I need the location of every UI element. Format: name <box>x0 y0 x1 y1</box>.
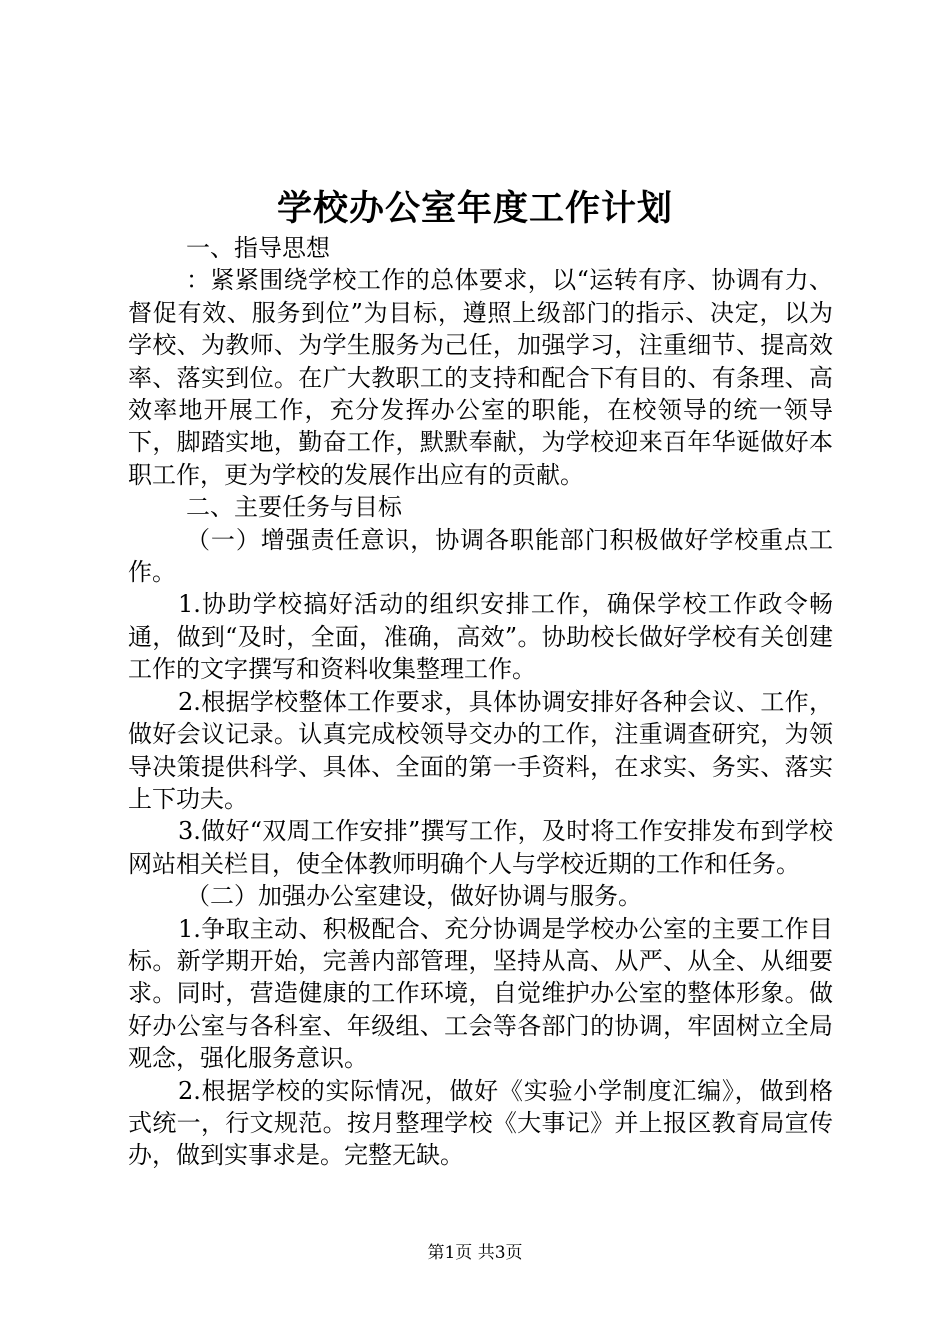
paragraph-item-1-3: 3.做好“双周工作安排”撰写工作，及时将工作安排发布到学校网站相关栏目，使全体教师明确个人与学校近期的工作和任务。 <box>128 817 833 878</box>
document-body <box>128 232 833 1172</box>
paragraph-item-1-1: 1.协助学校搞好活动的组织安排工作，确保学校工作政令畅通，做到“及时，全面，准确，高效”。协助校长做好学校有关创建工作的文字撰写和资料收集整理工作。 <box>128 590 833 684</box>
section-heading-main-tasks: 二、主要任务与目标 <box>186 493 402 522</box>
section-heading-guiding-thought: 一、指导思想 <box>186 234 330 262</box>
paragraph-item-2-1: 1.争取主动、积极配合、充分协调是学校办公室的主要工作目标。新学期开始，完善内部管理，坚持从高、从严、从全、从细要求。同时，营造健康的工作环境，自觉维护办公室的整体形象。做好办公室与各科室、年级组、工会等各部门的协调，牢固树立全局观念，强化服务意识。 <box>128 914 833 1073</box>
subsection-heading-1: （一）增强责任意识，协调各职能部门积极做好学校重点工作。 <box>128 525 833 587</box>
paragraph-item-2-2: 2.根据学校的实际情况，做好《实验小学制度汇编》，做到格式统一，行文规范。按月整理学校《大事记》并上报区教育局宣传办，做到实事求是。完整无缺。 <box>128 1076 833 1170</box>
paragraph-item-1-2: 2.根据学校整体工作要求，具体协调安排好各种会议、工作，做好会议记录。认真完成校领导交办的工作，注重调查研究，为领导决策提供科学、具体、全面的第一手资料，在求实、务实、落实上下功夫。 <box>128 687 833 813</box>
subsection-heading-2: （二）加强办公室建设，做好协调与服务。 <box>186 882 642 911</box>
page-footer: 第1页 共3页 <box>427 1243 523 1263</box>
document-title: 学校办公室年度工作计划 <box>276 188 673 229</box>
paragraph-guiding-thought: ：紧紧围绕学校工作的总体要求，以“运转有序、协调有力、督促有效、服务到位”为目标，遵照上级部门的指示、决定，以为学校、为教师、为学生服务为己任，加强学习，注重细节、提高效率、落实到位。在广大教职工的支持和配合下有目的、有条理、高效率地开展工作，充分发挥办公室的职能，在校领导的统一领导下，脚踏实地，勤奋工作，默默奉献，为学校迎来百年华诞做好本职工作，更为学校的发展作出应有的贡献。 <box>128 266 833 489</box>
